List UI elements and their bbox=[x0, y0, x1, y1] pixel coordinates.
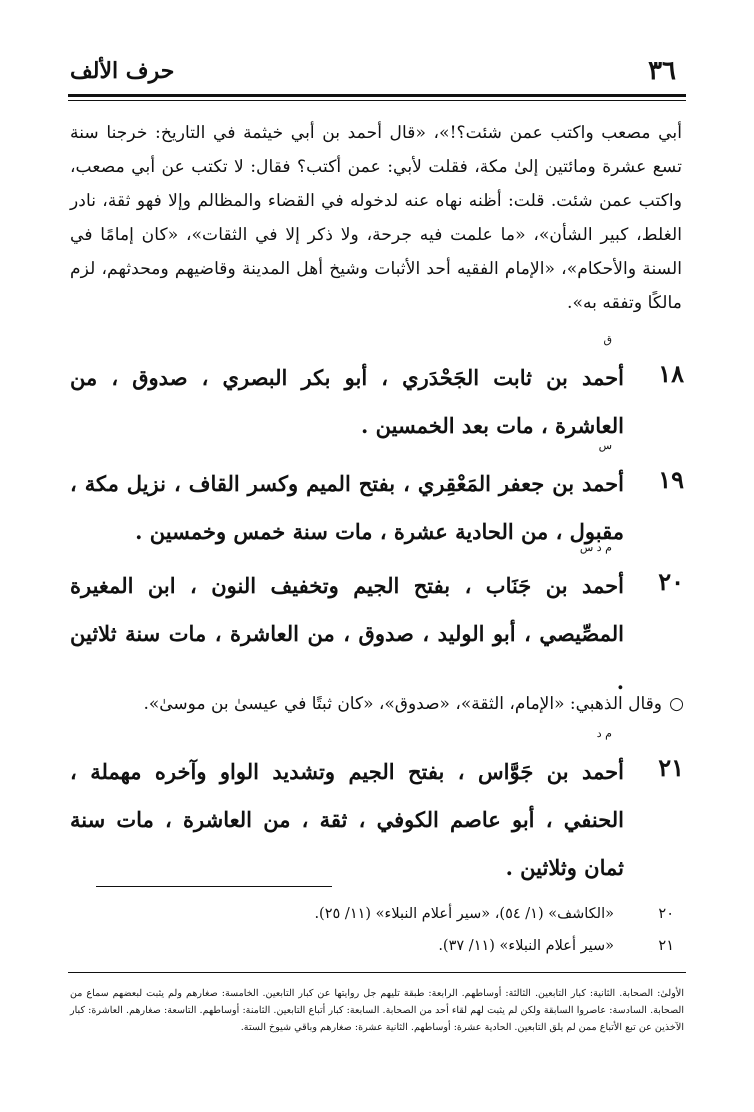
note-text: وقال الذهبي: «الإمام، الثقة»، «صدوق»، «كان ثبتًا في عيسىٰ بن موسىٰ». bbox=[143, 694, 662, 714]
entry-20 bbox=[70, 541, 684, 706]
entry-text bbox=[70, 439, 624, 556]
page-number: ٣٦ bbox=[648, 56, 676, 86]
entry-number: ٢٠ bbox=[658, 567, 684, 596]
entry-content: أحمد بن جَنَاب ، بفتح الجيم وتخفيف النون ، ابن المغيرة المصِّيصي ، أبو الوليد ، صدوق ، من العاشرة ، مات سنة ثلاثين . bbox=[70, 573, 624, 694]
footnote-20 bbox=[74, 902, 674, 926]
entry-content: أحمد بن جَوَّاس ، بفتح الجيم وتشديد الواو وآخره مهملة ، الحنفي ، أبو عاصم الكوفي ، ثقة ، من العاشرة ، مات سنة ثمان وثلاثين . bbox=[70, 759, 624, 880]
intro-paragraph: أبي مصعب واكتب عمن شئت؟!»، «قال أحمد بن أبي خيثمة في التاريخ: خرجنا سنة تسع عشرة ومائتين إلىٰ مكة، فقلت لأبي: عمن أكتب؟ فقال: لا تكتب عن أبي مصعب، واكتب عمن شئت. قلت: أظنه نهاه عنه لدخوله في القضاء والمظالم وإلا فهو ثقة، نادر الغلط، كبير الشأن»، «ما علمت فيه جرحة، ولا ذكر إلا في الثقات»، «كان إمامًا في السنة والأحكام»، «الإمام الفقيه أحد الأثبات وشيخ أهل المدينة وقاضيهم ومحدثهم، لزم مالكًا وتفقه به». bbox=[70, 123, 682, 313]
circle-bullet-icon: ○ bbox=[669, 694, 684, 714]
source-symbols: س bbox=[598, 439, 612, 452]
entry-number: ٢١ bbox=[658, 753, 684, 782]
legend-separator bbox=[68, 972, 686, 973]
footnote-text: «سير أعلام النبلاء» (١١/ ٣٧). bbox=[438, 938, 614, 954]
entry-18 bbox=[70, 333, 684, 450]
footnote-number: ٢١ bbox=[658, 938, 674, 954]
entry-text bbox=[70, 541, 624, 706]
footnote-21 bbox=[74, 934, 674, 958]
source-symbols: م د س bbox=[579, 541, 612, 554]
source-symbols: م د bbox=[596, 727, 612, 740]
tabaqat-legend: الأولىٰ: الصحابة. الثانية: كبار التابعين. الثالثة: أوساطهم. الرابعة: طبقة تليهم جل روايتها عن كبار التابعين. الخامسة: صغارهم ولم يثبت لبعضهم سماع من الصحابة. السادسة: عاصروا السابقة ولكن لم يثبت لهم لقاء أحد من الصحابة. السابعة: كبار أتباع التابعين. الثامنة: أوساطهم. التاسعة: صغارهم. العاشرة: كبار الآخذين عن تبع الأتباع ممن لم يلق التابعين. الحادية عشرة: أوساطهم. الثانية عشرة: صغارهم وباقي شيوخ الستة. bbox=[70, 988, 684, 1033]
entry-21 bbox=[70, 727, 684, 892]
header-rule-thick bbox=[68, 94, 686, 97]
entry-content: أحمد بن جعفر المَعْقِري ، بفتح الميم وكسر القاف ، نزيل مكة ، مقبول ، من الحادية عشرة ، مات سنة خمس وخمسين . bbox=[70, 471, 624, 544]
entry-text bbox=[70, 333, 624, 450]
header-rule-thin bbox=[68, 100, 686, 101]
entry-text bbox=[70, 727, 624, 892]
footnote-separator bbox=[96, 886, 332, 887]
footnote-text: «الكاشف» (١/ ٥٤)، «سير أعلام النبلاء» (١١/ ٢٥). bbox=[314, 906, 614, 922]
entry-number: ١٨ bbox=[658, 359, 684, 388]
entry-content: أحمد بن ثابت الجَحْدَري ، أبو بكر البصري ، صدوق ، من العاشرة ، مات بعد الخمسين . bbox=[70, 365, 624, 438]
entry-number: ١٩ bbox=[658, 465, 684, 494]
source-symbols: ق bbox=[603, 333, 612, 346]
dhahabi-note bbox=[70, 690, 684, 718]
running-header-title: حرف الألف bbox=[70, 58, 175, 84]
footnote-number: ٢٠ bbox=[658, 906, 674, 922]
